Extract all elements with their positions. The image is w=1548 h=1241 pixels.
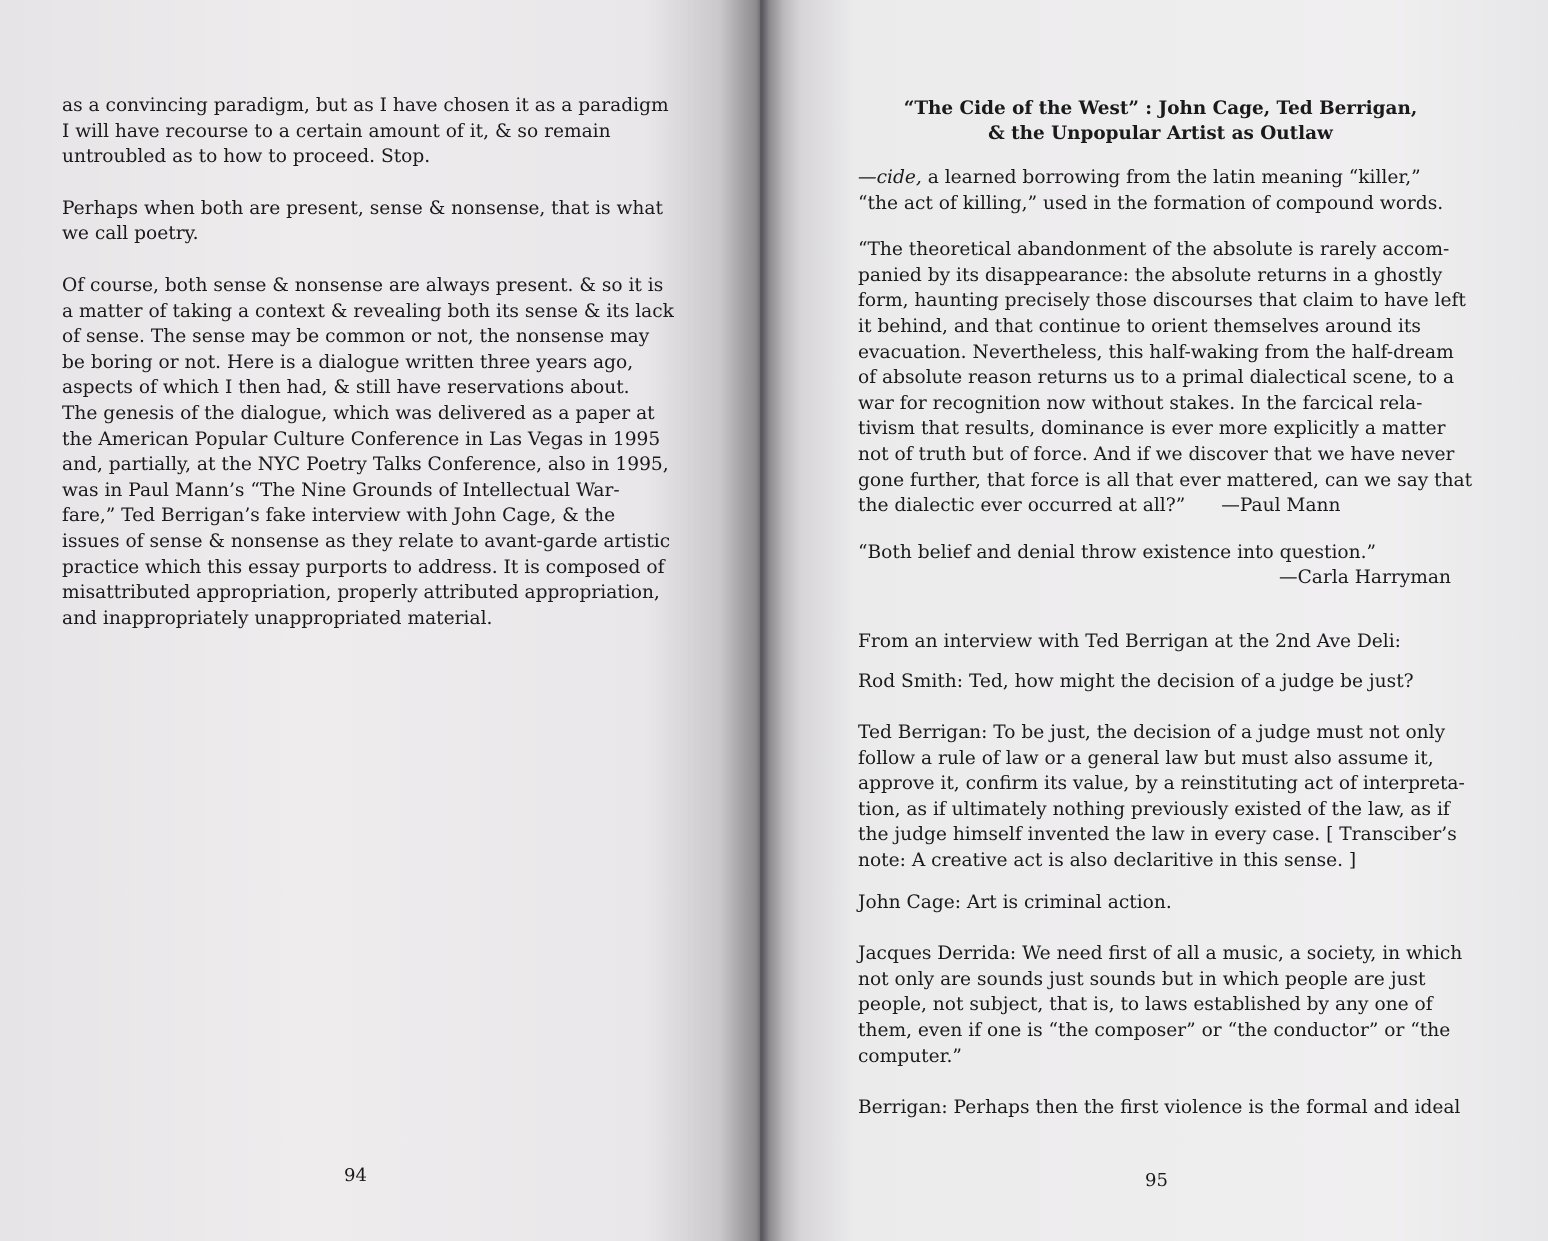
text-line: of absolute reason returns us to a primal dialectical scene, to a bbox=[858, 367, 1455, 389]
text-line: From an interview with Ted Berrigan at the 2nd Ave Deli: bbox=[858, 630, 1401, 652]
quote-last-line: the dialectic ever occurred at all?” bbox=[858, 495, 1186, 517]
text-line: war for recognition now without stakes. In the farcical rela- bbox=[858, 392, 1423, 414]
title-line: & the Unpopular Artist as Outlaw bbox=[988, 123, 1333, 144]
text-line: and inappropriately unappropriated material. bbox=[62, 607, 493, 629]
text-line: I will have recourse to a certain amount of it, & so remain bbox=[62, 120, 611, 142]
text-line: misattributed appropriation, properly attributed appropriation, bbox=[62, 582, 660, 604]
left-paragraph-1 bbox=[62, 93, 669, 170]
dialogue-jacques-derrida bbox=[858, 941, 1463, 1069]
left-page-text bbox=[62, 93, 674, 631]
essay-title bbox=[858, 96, 1463, 146]
text-line: and, partially, at the NYC Poetry Talks Conference, also in 1995, bbox=[62, 454, 669, 476]
dialogue-ted-berrigan bbox=[858, 720, 1463, 874]
text-line: the American Popular Culture Conference in Las Vegas in 1995 bbox=[62, 428, 661, 450]
text-line: practice which this essay purports to address. It is composed of bbox=[62, 556, 665, 578]
text-line: Berrigan: Perhaps then the first violence is the formal and ideal bbox=[858, 1097, 1461, 1119]
text-line: them, even if one is “the composer” or “the conductor” or “the bbox=[858, 1020, 1451, 1042]
text-line: form, haunting precisely those discourses that claim to have left bbox=[858, 290, 1466, 312]
text-line: be boring or not. Here is a dialogue written three years ago, bbox=[62, 351, 634, 373]
text-line: tion, as if ultimately nothing previously existed of the law, as if bbox=[858, 798, 1450, 820]
text-line: it behind, and that continue to orient themselves around its bbox=[858, 315, 1421, 337]
text-line: Jacques Derrida: We need first of all a music, a society, in which bbox=[858, 943, 1463, 965]
text-line: not only are sounds just sounds but in which people are just bbox=[858, 968, 1426, 990]
left-paragraph-3 bbox=[62, 273, 674, 631]
text-line: a matter of taking a context & revealing both its sense & its lack bbox=[62, 300, 674, 322]
attribution-carla-harryman: —Carla Harryman bbox=[1278, 567, 1451, 589]
text-line: not of truth but of force. And if we discover that we have never bbox=[858, 443, 1455, 465]
text-line: we call poetry. bbox=[62, 223, 199, 245]
text-line: tivism that results, dominance is ever more explicitly a matter bbox=[858, 418, 1446, 440]
dialogue-intro bbox=[858, 629, 1463, 655]
text-line: fare,” Ted Berrigan’s fake interview with John Cage, & the bbox=[62, 505, 616, 527]
attribution-paul-mann: —Paul Mann bbox=[1221, 495, 1341, 517]
text-line bbox=[858, 165, 1463, 191]
text-line: computer.” bbox=[858, 1045, 962, 1067]
text-line bbox=[858, 493, 1463, 519]
epigraph-mann bbox=[858, 237, 1473, 519]
right-page-text bbox=[858, 96, 1473, 1121]
right-page bbox=[760, 0, 1548, 1241]
text-line: The genesis of the dialogue, which was delivered as a paper at bbox=[62, 402, 655, 424]
text-line: Ted Berrigan: To be just, the decision of a judge must not only bbox=[858, 722, 1446, 744]
text-line: Perhaps when both are present, sense & nonsense, that is what bbox=[62, 197, 663, 219]
definition-term: —cide, bbox=[858, 167, 922, 188]
dialogue-john-cage bbox=[858, 890, 1463, 916]
text-line: issues of sense & nonsense as they relate to avant-garde artistic bbox=[62, 530, 671, 552]
text-line: evacuation. Nevertheless, this half-waking from the half-dream bbox=[858, 341, 1454, 363]
epigraph-harryman bbox=[858, 540, 1463, 591]
text-line: “Both belief and denial throw existence into question.” bbox=[858, 541, 1377, 563]
page-number-right: 95 bbox=[1145, 1170, 1168, 1191]
definition-text: a learned borrowing from the latin meaning “killer,” bbox=[927, 167, 1421, 188]
left-paragraph-2 bbox=[62, 196, 662, 247]
text-line: untroubled as to how to proceed. Stop. bbox=[62, 146, 431, 168]
text-line: as a convincing paradigm, but as I have chosen it as a paradigm bbox=[62, 95, 669, 116]
text-line: aspects of which I then had, & still have reservations about. bbox=[62, 377, 630, 399]
title-line: “The Cide of the West” : John Cage, Ted Berrigan, bbox=[903, 98, 1418, 119]
text-line: gone further, that force is all that ever mattered, can we say that bbox=[858, 469, 1473, 491]
definition bbox=[858, 165, 1463, 216]
text-line: Of course, both sense & nonsense are always present. & so it is bbox=[62, 274, 664, 296]
dialogue-berrigan bbox=[858, 1095, 1463, 1121]
text-line: the judge himself invented the law in every case. [ Transciber’s bbox=[858, 824, 1457, 846]
text-line: note: A creative act is also declaritive in this sense. ] bbox=[858, 850, 1357, 872]
text-line: John Cage: Art is criminal action. bbox=[858, 891, 1172, 913]
text-line: “the act of killing,” used in the formation of compound words. bbox=[858, 192, 1444, 214]
text-line: panied by its disappearance: the absolute returns in a ghostly bbox=[858, 264, 1443, 286]
text-line: of sense. The sense may be common or not, the nonsense may bbox=[62, 326, 650, 348]
text-line: Rod Smith: Ted, how might the decision of a judge be just? bbox=[858, 670, 1414, 692]
left-page bbox=[0, 0, 760, 1241]
text-line: follow a rule of law or a general law but must also assume it, bbox=[858, 747, 1434, 769]
text-line: “The theoretical abandonment of the absolute is rarely accom- bbox=[858, 239, 1450, 261]
text-line: was in Paul Mann’s “The Nine Grounds of Intellectual War- bbox=[62, 479, 620, 501]
text-line: people, not subject, that is, to laws established by any one of bbox=[858, 994, 1433, 1016]
dialogue-rod-smith bbox=[858, 669, 1463, 695]
page-number-left: 94 bbox=[344, 1165, 367, 1186]
text-line: approve it, confirm its value, by a reinstituting act of interpreta- bbox=[858, 773, 1465, 795]
